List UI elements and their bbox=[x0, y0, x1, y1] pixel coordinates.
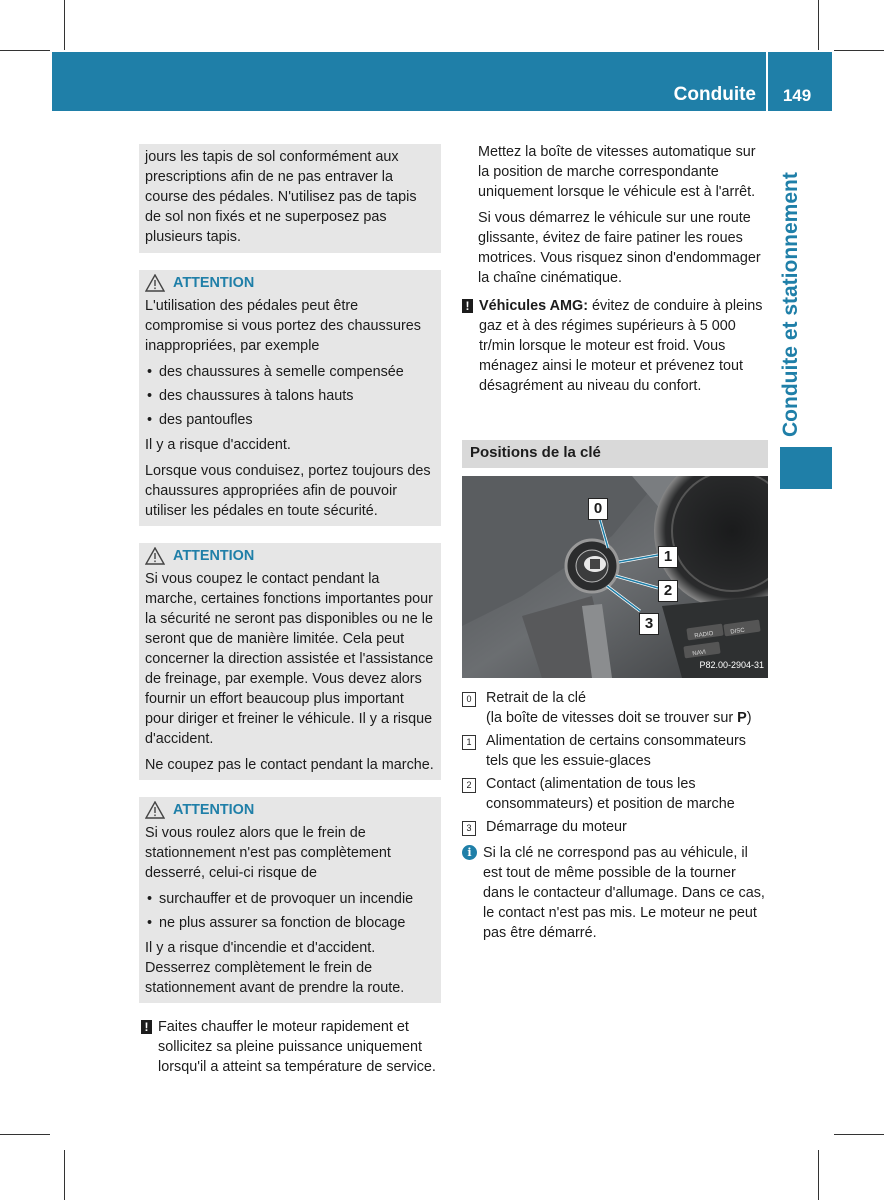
warning-text: Si vous coupez le contact pendant la marche, certaines fonctions importantes pour la sécurité ne seront pas disponibles ou ne le seront que de manière limitée. Cela peut concerner la direction assistée et l'assistance de freinage, par exemple. Vous devez alors fournir un effort beaucoup plus important pour diriger et freiner le véhicule. Il y a risque d'accident. bbox=[145, 571, 434, 747]
warning-title-text: ATTENTION bbox=[173, 275, 255, 291]
legend-number: 1 bbox=[462, 735, 476, 750]
warning-advice: Ne coupez pas le contact pendant la marche. bbox=[145, 757, 434, 773]
photo-button-label: NAVI bbox=[692, 649, 707, 658]
crop-mark bbox=[64, 0, 65, 50]
crop-mark bbox=[0, 1134, 50, 1135]
crop-mark bbox=[834, 1134, 884, 1135]
page-number: 149 bbox=[782, 86, 812, 105]
legend-text: Alimentation de certains consommateurs tels que les essuie-glaces bbox=[486, 733, 746, 769]
crop-mark bbox=[64, 1150, 65, 1200]
warning-title bbox=[145, 546, 435, 566]
intro-box bbox=[139, 144, 441, 253]
ignition-illustration bbox=[462, 476, 768, 678]
note-block bbox=[139, 1017, 441, 1077]
legend-item bbox=[462, 731, 768, 771]
warning-advice: Lorsque vous conduisez, portez toujours des chaussures appropriées afin de pouvoir utiliser les pédales en toute sécurité. bbox=[145, 463, 431, 519]
bullet-list bbox=[145, 362, 435, 430]
photo-button-label: RADIO bbox=[694, 630, 714, 640]
legend-item bbox=[462, 817, 768, 837]
right-column bbox=[462, 142, 768, 943]
crop-mark bbox=[0, 50, 50, 51]
warning-risk: Il y a risque d'incendie et d'accident. Desserrez complètement le frein de stationnement avant de prendre la route. bbox=[145, 940, 405, 996]
left-column bbox=[139, 144, 441, 1077]
legend-body bbox=[486, 688, 752, 728]
key-position-label-1: 1 bbox=[658, 546, 678, 568]
warning-triangle-icon bbox=[145, 547, 165, 565]
info-icon: i bbox=[462, 845, 477, 860]
legend-item bbox=[462, 774, 768, 814]
legend-number: 0 bbox=[462, 692, 476, 707]
side-tab-label: Conduite et stationnement bbox=[779, 172, 802, 437]
warning-title-text: ATTENTION bbox=[173, 548, 255, 564]
info-text: Si la clé ne correspond pas au véhicule, il est tout de même possible de la tourner dans le contacteur d'allumage. Dans ce cas, le contact n'est pas mis. Le moteur ne peut pas être démarré. bbox=[483, 845, 765, 941]
list-item: • des pantoufles bbox=[145, 410, 435, 430]
warning-box-2 bbox=[139, 543, 441, 780]
side-tab-marker bbox=[780, 447, 832, 489]
warning-box-3 bbox=[139, 797, 441, 1003]
bullet-list bbox=[145, 889, 435, 933]
paragraph: Si vous démarrez le véhicule sur une route glissante, évitez de faire patiner les roues motrices. Vous risquez sinon d'endommager la chaîne cinématique. bbox=[478, 210, 761, 286]
warning-title-text: ATTENTION bbox=[173, 802, 255, 818]
warning-triangle-icon bbox=[145, 801, 165, 819]
warning-text: Si vous roulez alors que le frein de stationnement n'est pas complètement desserré, celui-ci risque de bbox=[145, 825, 391, 881]
legend-text: Démarrage du moteur bbox=[486, 819, 627, 835]
legend-sub: (la boîte de vitesses doit se trouver sur bbox=[486, 710, 738, 726]
section-title: Positions de la clé bbox=[462, 440, 768, 468]
key-position-label-3: 3 bbox=[639, 613, 659, 635]
legend-sub-end: ) bbox=[746, 710, 752, 726]
warning-box-1 bbox=[139, 270, 441, 526]
photo-code: P82.00-2904-31 bbox=[699, 660, 764, 670]
legend-sub-bold: P bbox=[737, 710, 747, 726]
ignition-photo bbox=[462, 476, 768, 678]
list-item: • des chaussures à semelle compensée bbox=[145, 362, 435, 382]
info-note bbox=[462, 843, 768, 943]
crop-mark bbox=[818, 0, 819, 50]
amg-paragraph bbox=[479, 296, 768, 396]
note-text: Faites chauffer le moteur rapidement et sollicitez sa pleine puissance uniquement lorsqu'il a atteint sa température de service. bbox=[158, 1019, 436, 1075]
list-item: • des chaussures à talons hauts bbox=[145, 386, 435, 406]
key-position-label-2: 2 bbox=[658, 580, 678, 602]
exclamation-icon: ! bbox=[141, 1020, 152, 1034]
amg-text: évitez de conduire à pleins gaz et à des régimes supérieurs à 5 000 tr/min lorsque le moteur est froid. Vous ménagez ainsi le moteur et prévenez tout désagrément au niveau du confort. bbox=[479, 298, 763, 394]
legend-number: 2 bbox=[462, 778, 476, 793]
warning-title bbox=[145, 800, 435, 820]
legend-text: Contact (alimentation de tous les consommateurs) et position de marche bbox=[486, 776, 735, 812]
list-item: • ne plus assurer sa fonction de blocage bbox=[145, 913, 435, 933]
header-title: Conduite bbox=[673, 84, 756, 105]
amg-label: Véhicules AMG: bbox=[479, 298, 589, 314]
crop-mark bbox=[834, 50, 884, 51]
amg-note bbox=[462, 296, 768, 396]
intro-text: jours les tapis de sol conformément aux prescriptions afin de ne pas entraver la course des pédales. N'utilisez pas de tapis de sol non fixés et ne superposez pas plusieurs tapis. bbox=[145, 149, 417, 245]
photo-button-label: DISC bbox=[730, 627, 746, 636]
paragraph: Mettez la boîte de vitesses automatique sur la position de marche correspondante uniquement lorsque le véhicule est à l'arrêt. bbox=[478, 144, 756, 200]
legend-item bbox=[462, 688, 768, 728]
list-item: • surchauffer et de provoquer un incendie bbox=[145, 889, 435, 909]
exclamation-icon: ! bbox=[462, 299, 473, 313]
legend-text: Retrait de la clé bbox=[486, 690, 586, 706]
warning-triangle-icon bbox=[145, 274, 165, 292]
legend-subtext bbox=[486, 708, 752, 728]
warning-risk: Il y a risque d'accident. bbox=[145, 437, 291, 453]
warning-text: L'utilisation des pédales peut être compromise si vous portez des chaussures inappropriées, par exemple bbox=[145, 298, 421, 354]
legend-number: 3 bbox=[462, 821, 476, 836]
crop-mark bbox=[818, 1150, 819, 1200]
header-separator bbox=[766, 52, 768, 111]
warning-title bbox=[145, 273, 435, 293]
key-position-label-0: 0 bbox=[588, 498, 608, 520]
